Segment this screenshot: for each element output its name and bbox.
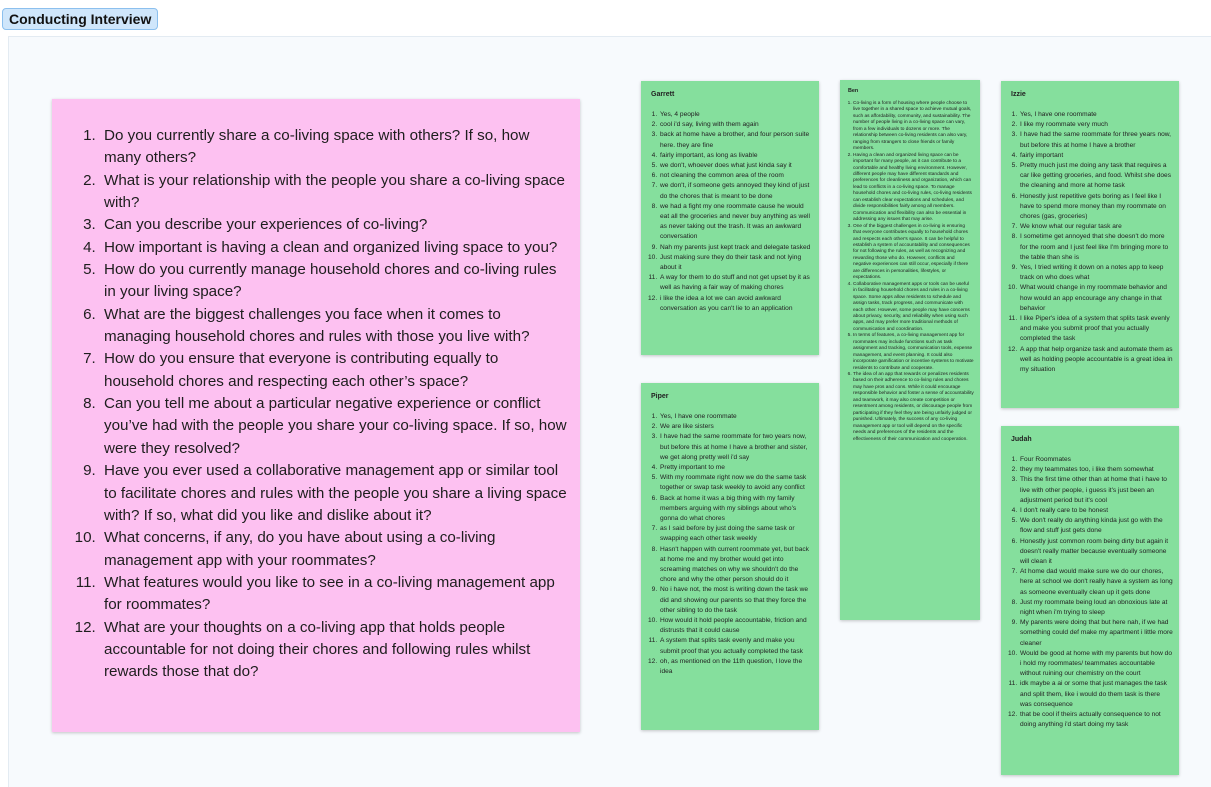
answer-item: 5. In terms of features, a co-living management app for roommates may include functions such as task assignment and tracking, communication tools, expense management, and event planning. It could also incorporate gamification or incentive systems to motivate residents to contribute and cooperate. (853, 333, 974, 372)
answer-item: 3. I have had the same roommate for two years now, but before this at home I have a brother and sister, we get along pretty well i'd say (659, 432, 813, 463)
answer-item: 8. I sometime get annoyed that she doesn't do more for the room and I just feel like I'm bringing more to the table than she is (1019, 232, 1173, 263)
answer-item: 11. I like Piper's idea of a system that splits task evenly and make you submit proof that you actually completed the task (1019, 314, 1173, 345)
note-title-judah: Judah (1011, 436, 1032, 443)
question-item: 2. What is your relationship with the people you share a co-living space with? (100, 170, 570, 215)
note-title-izzie: Izzie (1011, 91, 1026, 98)
sticky-note-ben[interactable] (840, 80, 980, 620)
answer-item: 7. At home dad would make sure we do our chores, here at school we don't really have a system as long as someone eventually clean up it gets done (1019, 567, 1173, 598)
answer-item: 4. Collaborative management apps or tools can be useful in facilitating household chores and rules in a co-living space. Some apps allow residents to schedule and assign tasks, track progress, and communicate with each other. However, some people may have concerns about privacy, security, and reliability when using such apps, and may prefer more traditional methods of communication and coordination. (853, 282, 974, 334)
answer-item: 2. they my teammates too, i like them somewhat (1019, 465, 1173, 475)
questions-sticky-note[interactable] (52, 99, 580, 732)
answer-item: 2. cool i'd say, living with them again (659, 120, 813, 130)
answer-item: 3. One of the biggest challenges in co-living is ensuring that everyone contributes equally to household chores and respects each other's space. It can be helpful to establish a system of accountability and consequences for not following the rules, as well as recognizing and rewarding those who do. However, conflicts and negative experiences can still occur, especially if there are differences in personalities, lifestyles, or expectations. (853, 224, 974, 282)
answer-item: 3. I have had the same roommate for three years now, but before this at home I have a brother (1019, 130, 1173, 150)
answer-item: 12. i like the idea a lot we can avoid awkward conversation as you can't lie to an application (659, 294, 813, 314)
answer-item: 10. Just making sure they do their task and not lying about it (659, 253, 813, 273)
answer-item: 6. Back at home it was a big thing with my family members arguing with my siblings about who's gonna do what chores (659, 494, 813, 525)
questions-list (52, 125, 570, 684)
answer-item: 8. Just my roommate being loud an obnoxious late at night when i'm trying to sleep (1019, 598, 1173, 618)
answers-list-judah (1001, 455, 1173, 730)
answer-item: 10. What would change in my roommate behavior and how would an app encourage any change in that behavior (1019, 283, 1173, 314)
answer-item: 1. Yes, I have one roommate (1019, 110, 1173, 120)
question-item: 12. What are your thoughts on a co-living app that holds people accountable for not doing their chores and following rules whilst rewards those that do? (100, 617, 570, 684)
answer-item: 11. A way for them to do stuff and not get upset by it as well as having a fair way of making chores (659, 273, 813, 293)
answer-item: 5. we don't, whoever does what just kinda say it (659, 161, 813, 171)
question-item: 8. Can you tell me about a particular negative experience or conflict you’ve had with the people you share your co-living space. If so, how were they resolved? (100, 393, 570, 460)
answer-item: 4. fairly important, as long as livable (659, 151, 813, 161)
question-item: 1. Do you currently share a co-living space with others? If so, how many others? (100, 125, 570, 170)
answer-item: 9. My parents were doing that but here nah, if we had something could def make my apartment i little more cleaner (1019, 618, 1173, 649)
answer-item: 5. With my roommate right now we do the same task together or swap task weekly to avoid any conflict (659, 473, 813, 493)
answer-item: 12. oh, as mentioned on the 11th question, I love the idea (659, 657, 813, 677)
question-item: 3. Can you describe your experiences of co-living? (100, 214, 570, 236)
answer-item: 2. I like my roommate very much (1019, 120, 1173, 130)
answers-list-garrett (641, 110, 813, 314)
answer-item: 4. fairly important (1019, 151, 1173, 161)
note-title-ben: Ben (848, 88, 859, 94)
answer-item: 3. This the first time other than at home that i have to live with other people, i guess it's just been an adjustment period but it's cool (1019, 475, 1173, 506)
answer-item: 9. Nah my parents just kept track and delegate tasked (659, 243, 813, 253)
answer-item: 10. How would it hold people accountable, friction and distrusts that it could cause (659, 616, 813, 636)
answer-item: 8. we had a fight my one roommate cause he would eat all the groceries and never buy anything as well as never taking out the trash. It was an awkward conversation (659, 202, 813, 243)
answer-item: 2. We are like sisters (659, 422, 813, 432)
answer-item: 9. Yes, I tried writing it down on a notes app to keep track on who does what (1019, 263, 1173, 283)
answer-item: 12. A app that help organize task and automate them as well as holding people accountable is a great idea in my situation (1019, 345, 1173, 376)
note-title-garrett: Garrett (651, 91, 675, 98)
question-item: 6. What are the biggest challenges you face when it comes to managing household chores and rules with those you live with? (100, 304, 570, 349)
answer-item: 6. not cleaning the common area of the room (659, 171, 813, 181)
sticky-note-izzie[interactable] (1001, 81, 1179, 408)
answer-item: 1. Co-living is a form of housing where people choose to live together in a shared space to achieve mutual goals, such as affordability, community, and sustainability. The number of people living in a co-living space can vary, from a few individuals to dozens or more. The relationship between co-living residents can also vary, ranging from strangers to close friends or family members. (853, 101, 974, 153)
answer-item: 7. We know what our regular task are (1019, 222, 1173, 232)
answer-item: 2. Having a clean and organized living space can be important for many people, as it can contribute to a comfortable and healthy living environment. However, different people may have different standards and preferences for cleanliness and organization, which can lead to conflicts in a co-living space. To manage household chores and co-living rules, co-living residents can establish clear expectations and schedules, and divide responsibilities fairly among all members. Communication and flexibility can also be essential in addressing any issues that may arise. (853, 153, 974, 224)
answers-list-piper (641, 412, 813, 677)
question-item: 4. How important is having a clean and organized living space to you? (100, 237, 570, 259)
answer-item: 5. Pretty much just me doing any task that requires a car like getting groceries, and food. Whilst she does the cleaning and more at home task (1019, 161, 1173, 192)
answer-item: 8. Hasn't happen with current roommate yet, but back at home me and my brother would get into screaming matches on why we shouldn't do the chore and why the other person should do it (659, 545, 813, 586)
question-item: 9. Have you ever used a collaborative management app or similar tool to facilitate chores and rules with the people you share a living space with? If so, what did you like and dislike about it? (100, 460, 570, 527)
sticky-note-piper[interactable] (641, 383, 819, 730)
answer-item: 10. Would be good at home with my parents but how do i hold my roommates/ teammates accountable without ruining our chemistry on the court (1019, 649, 1173, 680)
question-item: 11. What features would you like to see in a co-living management app for roommates? (100, 572, 570, 617)
answer-item: 1. Four Roommates (1019, 455, 1173, 465)
answer-item: 11. A system that splits task evenly and make you submit proof that you actually completed the task (659, 636, 813, 656)
question-item: 5. How do you currently manage household chores and co-living rules in your living space? (100, 259, 570, 304)
question-item: 7. How do you ensure that everyone is contributing equally to household chores and respecting each other’s space? (100, 348, 570, 393)
answer-item: 11. idk maybe a ai or some that just manages the task and split them, like i would do them task is there was consequence (1019, 679, 1173, 710)
answer-item: 1. Yes, I have one roommate (659, 412, 813, 422)
note-title-piper: Piper (651, 393, 669, 400)
answer-item: 9. No i have not, the most is writing down the task we did and showing our parents so that they force the other sibling to do the task (659, 585, 813, 616)
answer-item: 5. We don't really do anything kinda just go with the flow and stuff just gets done (1019, 516, 1173, 536)
answer-item: 6. Honestly just common room being dirty but again it doesn't really matter because eventually someone will clean it (1019, 537, 1173, 568)
sticky-note-judah[interactable] (1001, 426, 1179, 775)
answer-item: 4. I don't really care to be honest (1019, 506, 1173, 516)
answer-item: 6. Honestly just repetitive gets boring as I feel like I have to spend more money than my roommate on chores (gas, groceries) (1019, 192, 1173, 223)
answer-item: 1. Yes, 4 people (659, 110, 813, 120)
sticky-note-garrett[interactable] (641, 81, 819, 355)
answer-item: 4. Pretty important to me (659, 463, 813, 473)
answer-item: 7. as I said before by just doing the same task or swapping each other task weekly (659, 524, 813, 544)
answer-item: 7. we don't, if someone gets annoyed they kind of just do the chores that is meant to be done (659, 181, 813, 201)
frame-label[interactable]: Conducting Interview (2, 8, 158, 30)
answer-item: 6. The idea of an app that rewards or penalizes residents based on their adherence to co-living rules and chores may have pros and cons. While it could encourage responsible behavior and foster a sense of accountability and teamwork, it may also create competition or resentment among residents, or discourage people from participating if they feel they are being unfairly judged or punished. Ultimately, the success of any co-living management app or tool will depend on the specific needs and preferences of the residents and the effectiveness of their communication and cooperation. (853, 372, 974, 443)
question-item: 10. What concerns, if any, do you have about using a co-living management app with your roommates? (100, 527, 570, 572)
answer-item: 12. that be cool if theirs actually consequence to not doing anything i'd start doing my task (1019, 710, 1173, 730)
answers-list-izzie (1001, 110, 1173, 375)
answers-list-ben (840, 101, 974, 443)
answer-item: 3. back at home have a brother, and four person suite here. they are fine (659, 130, 813, 150)
